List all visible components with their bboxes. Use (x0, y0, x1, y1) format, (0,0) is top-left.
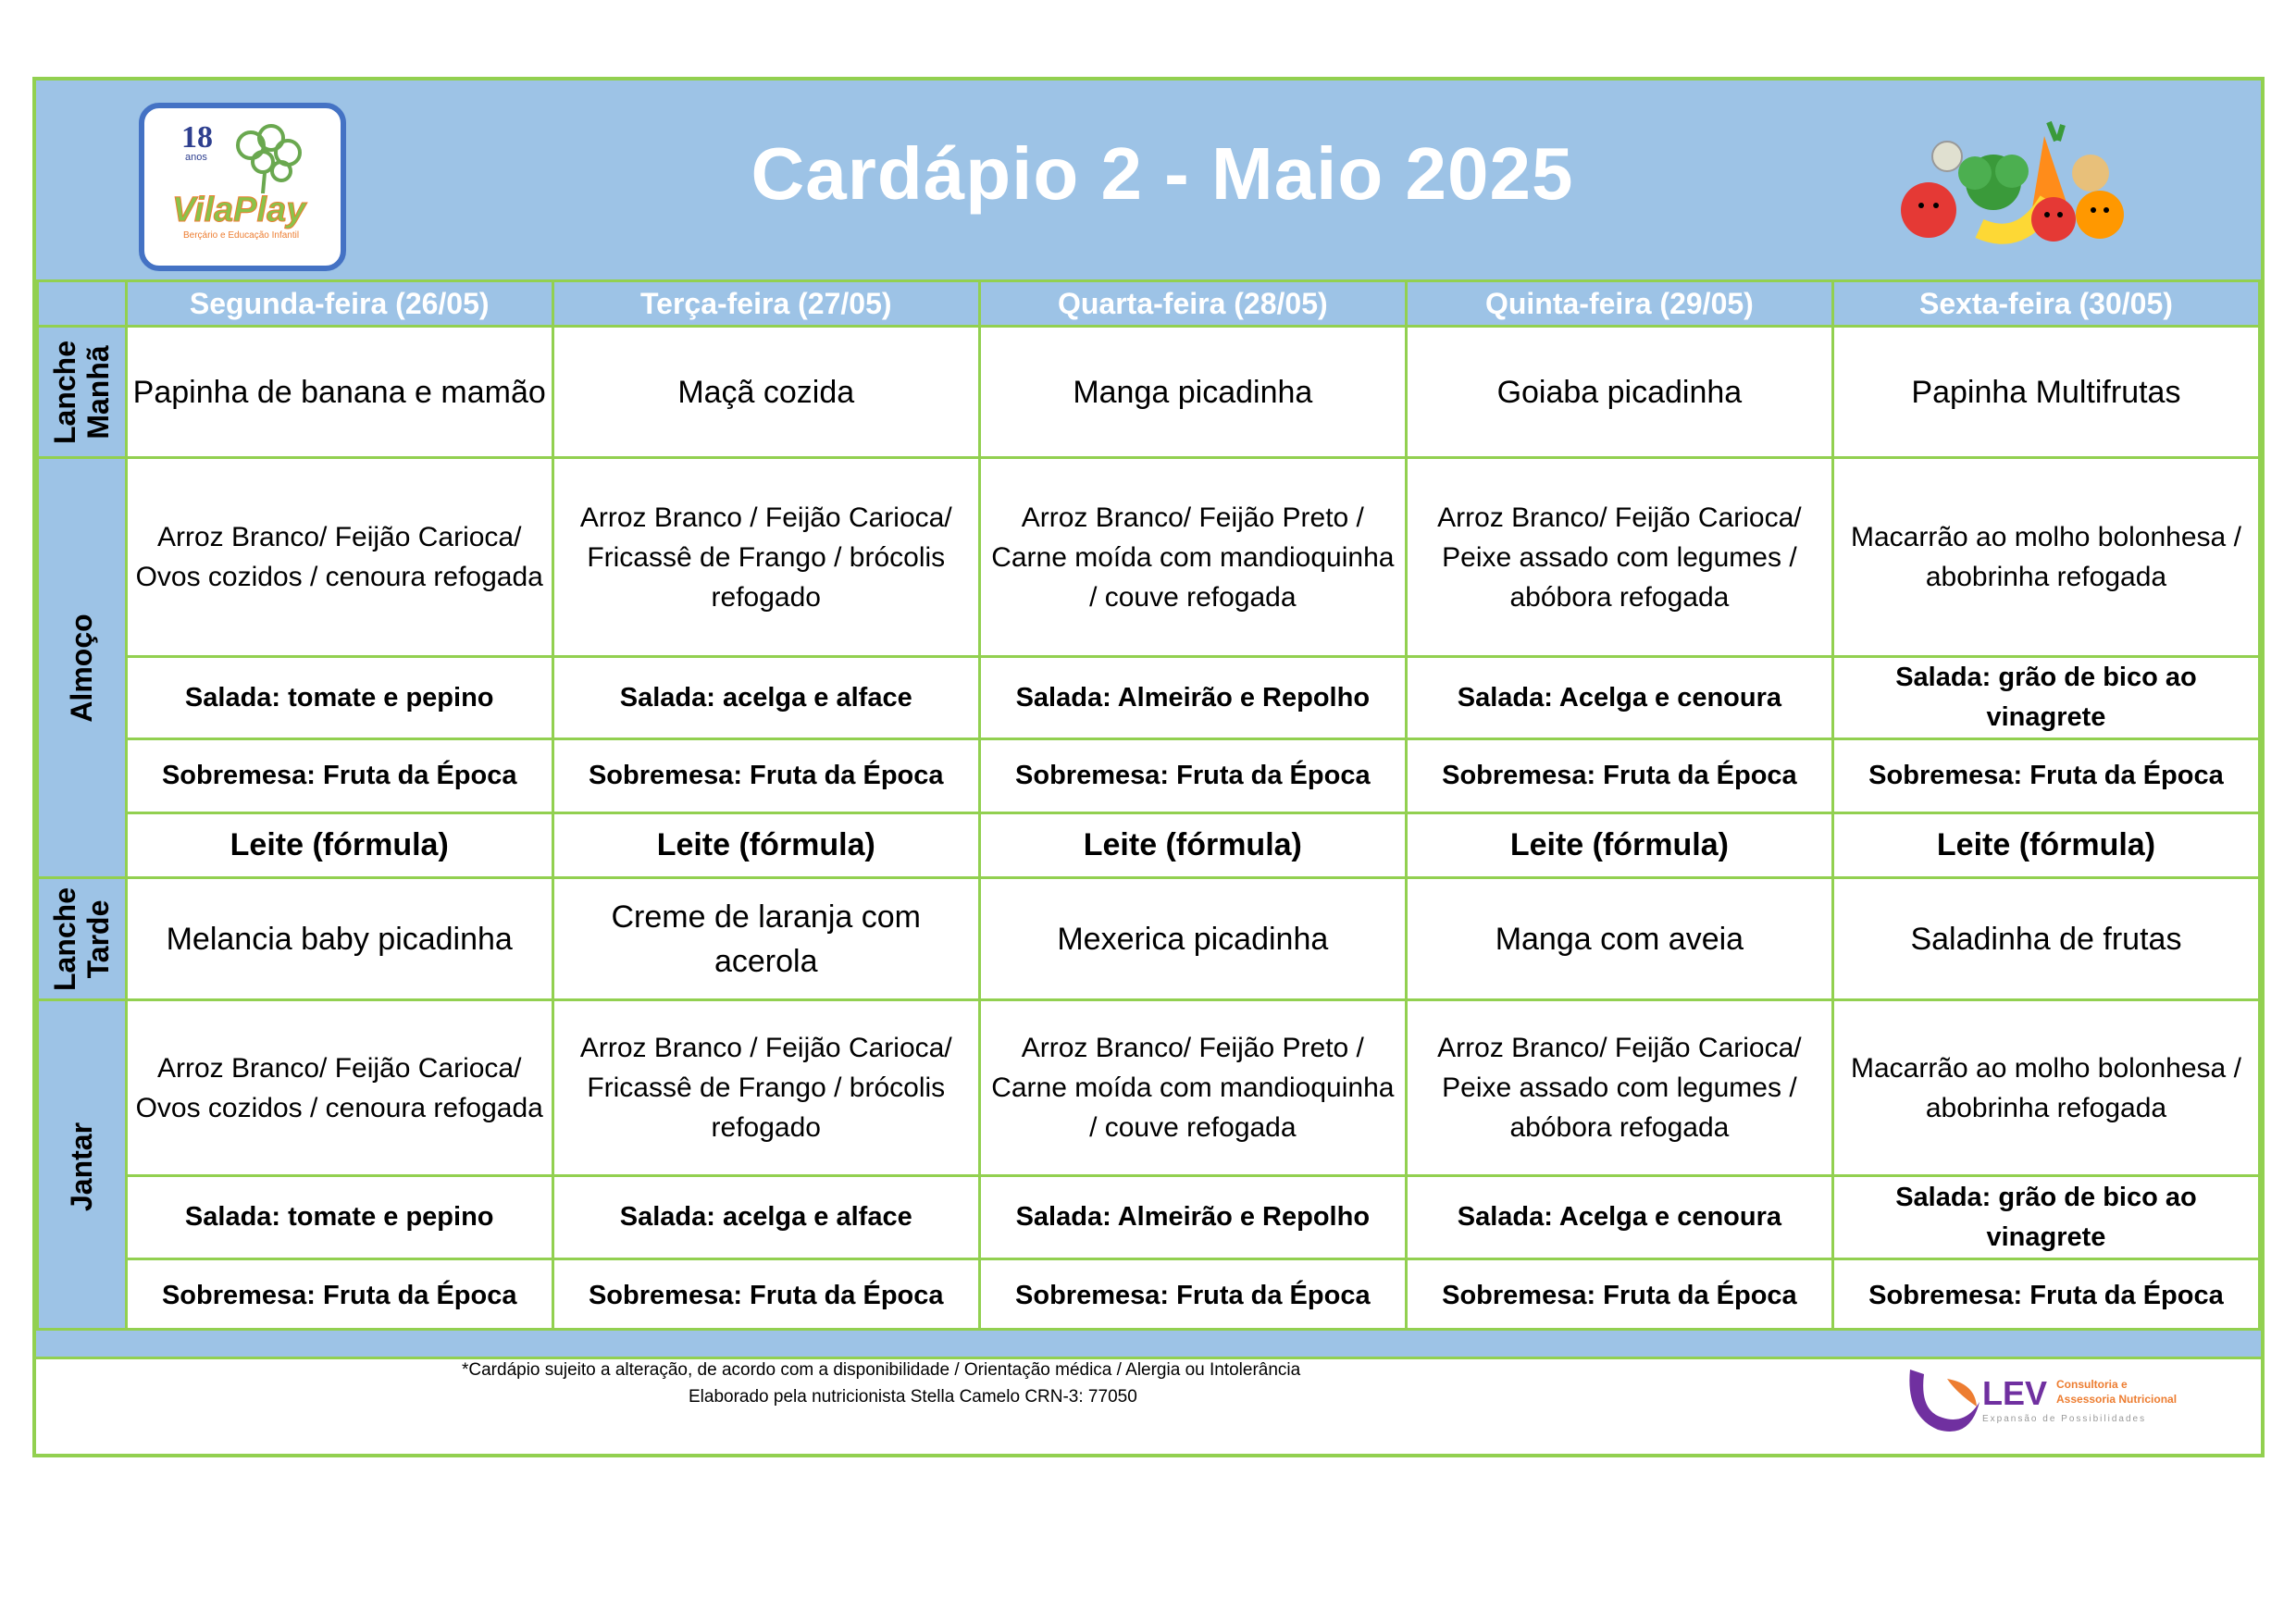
menu-cell: Arroz Branco/ Feijão Carioca/ Ovos cozidos / cenoura refogada (126, 458, 552, 657)
menu-cell: Salada: tomate e pepino (126, 657, 552, 739)
lanche-manha-row (38, 327, 2260, 458)
menu-cell: Salada: tomate e pepino (126, 1176, 552, 1259)
menu-cell: Arroz Branco/ Feijão Carioca/ Peixe assado com legumes / abóbora refogada (1406, 1000, 1832, 1176)
menu-cell: Arroz Branco/ Feijão Carioca/ Peixe assado com legumes / abóbora refogada (1406, 458, 1832, 657)
menu-cell: Maçã cozida (552, 327, 979, 458)
svg-text:anos: anos (185, 152, 207, 163)
header-band (36, 81, 2261, 279)
menu-cell: Manga picadinha (979, 327, 1406, 458)
day-header-tuesday: Terça-feira (27/05) (552, 281, 979, 327)
svg-text:18: 18 (181, 120, 213, 155)
menu-cell: Creme de laranja com acerola (552, 878, 979, 1000)
menu-cell: Goiaba picadinha (1406, 327, 1832, 458)
menu-cell: Arroz Branco/ Feijão Preto / Carne moída com mandioquinha / couve refogada (979, 1000, 1406, 1176)
menu-cell: Sobremesa: Fruta da Época (126, 739, 552, 813)
menu-table (36, 279, 2261, 1334)
page-title: Cardápio 2 - Maio 2025 (751, 132, 1574, 215)
menu-cell: Sobremesa: Fruta da Época (1406, 1259, 1832, 1333)
meal-label-almoco: Almoço (38, 458, 127, 878)
menu-cell: Arroz Branco / Feijão Carioca/ Fricassê de Frango / brócolis refogado (552, 458, 979, 657)
day-header-row (38, 281, 2260, 327)
menu-cell: Sobremesa: Fruta da Época (126, 1259, 552, 1333)
menu-cell: Saladinha de frutas (1832, 878, 2259, 1000)
disclaimer-note: *Cardápio sujeito a alteração, de acordo com a disponibilidade / Orientação médica / Alergia ou Intolerância (462, 1360, 1301, 1380)
menu-cell: Salada: acelga e alface (552, 1176, 979, 1259)
almoco-sobremesa-row (38, 739, 2260, 813)
jantar-sobremesa-row (38, 1259, 2260, 1333)
svg-text:Berçário e Educação Infantil: Berçário e Educação Infantil (183, 230, 300, 241)
meal-label-lanche-tarde: Lanche Tarde (38, 878, 127, 1000)
svg-text:LEV: LEV (1982, 1374, 2048, 1412)
fruits-vegetables-icon (1892, 118, 2132, 247)
menu-cell: Papinha Multifrutas (1832, 327, 2259, 458)
author-note: Elaborado pela nutricionista Stella Camelo CRN-3: 77050 (689, 1387, 1137, 1407)
day-header-monday: Segunda-feira (26/05) (126, 281, 552, 327)
menu-cell: Sobremesa: Fruta da Época (1406, 739, 1832, 813)
svg-text:Expansão de Possibilidades: Expansão de Possibilidades (1982, 1414, 2147, 1424)
almoco-main-row (38, 458, 2260, 657)
menu-cell: Salada: Almeirão e Repolho (979, 1176, 1406, 1259)
menu-cell: Salada: acelga e alface (552, 657, 979, 739)
menu-cell: Sobremesa: Fruta da Época (1832, 739, 2259, 813)
menu-cell: Salada: grão de bico ao vinagrete (1832, 657, 2259, 739)
menu-cell: Mexerica picadinha (979, 878, 1406, 1000)
meal-label-lanche-manha: Lanche Manhã (38, 327, 127, 458)
menu-cell: Leite (fórmula) (1406, 813, 1832, 878)
jantar-salada-row (38, 1176, 2260, 1259)
day-header-friday: Sexta-feira (30/05) (1832, 281, 2259, 327)
menu-cell: Sobremesa: Fruta da Época (979, 739, 1406, 813)
day-header-wednesday: Quarta-feira (28/05) (979, 281, 1406, 327)
menu-cell: Macarrão ao molho bolonhesa / abobrinha refogada (1832, 1000, 2259, 1176)
menu-cell: Arroz Branco / Feijão Carioca/ Fricassê de Frango / brócolis refogado (552, 1000, 979, 1176)
lanche-tarde-row (38, 878, 2260, 1000)
meal-label-jantar: Jantar (38, 1000, 127, 1333)
menu-cell: Sobremesa: Fruta da Época (552, 739, 979, 813)
menu-cell: Salada: Almeirão e Repolho (979, 657, 1406, 739)
menu-cell: Melancia baby picadinha (126, 878, 552, 1000)
almoco-salada-row (38, 657, 2260, 739)
menu-cell: Leite (fórmula) (126, 813, 552, 878)
svg-text:Assessoria Nutricional: Assessoria Nutricional (2056, 1393, 2178, 1406)
menu-cell: Sobremesa: Fruta da Época (1832, 1259, 2259, 1333)
menu-cell: Salada: Acelga e cenoura (1406, 657, 1832, 739)
day-header-thursday: Quinta-feira (29/05) (1406, 281, 1832, 327)
menu-cell: Salada: grão de bico ao vinagrete (1832, 1176, 2259, 1259)
menu-cell: Arroz Branco/ Feijão Preto / Carne moída com mandioquinha / couve refogada (979, 458, 1406, 657)
menu-cell: Sobremesa: Fruta da Época (979, 1259, 1406, 1333)
menu-cell: Leite (fórmula) (979, 813, 1406, 878)
svg-text:VilaPlay: VilaPlay (172, 191, 306, 229)
menu-cell: Salada: Acelga e cenoura (1406, 1176, 1832, 1259)
svg-text:Consultoria e: Consultoria e (2056, 1378, 2128, 1391)
menu-cell: Leite (fórmula) (552, 813, 979, 878)
menu-cell: Manga com aveia (1406, 878, 1832, 1000)
menu-sheet (32, 77, 2265, 1457)
jantar-main-row (38, 1000, 2260, 1176)
menu-cell: Arroz Branco/ Feijão Carioca/ Ovos cozidos / cenoura refogada (126, 1000, 552, 1176)
lev-logo-icon (1901, 1360, 2197, 1444)
menu-cell: Papinha de banana e mamão (126, 327, 552, 458)
menu-cell: Macarrão ao molho bolonhesa / abobrinha refogada (1832, 458, 2259, 657)
corner-cell (38, 281, 127, 327)
almoco-leite-row (38, 813, 2260, 878)
footer-band (36, 1328, 2261, 1359)
menu-cell: Leite (fórmula) (1832, 813, 2259, 878)
menu-cell: Sobremesa: Fruta da Época (552, 1259, 979, 1333)
